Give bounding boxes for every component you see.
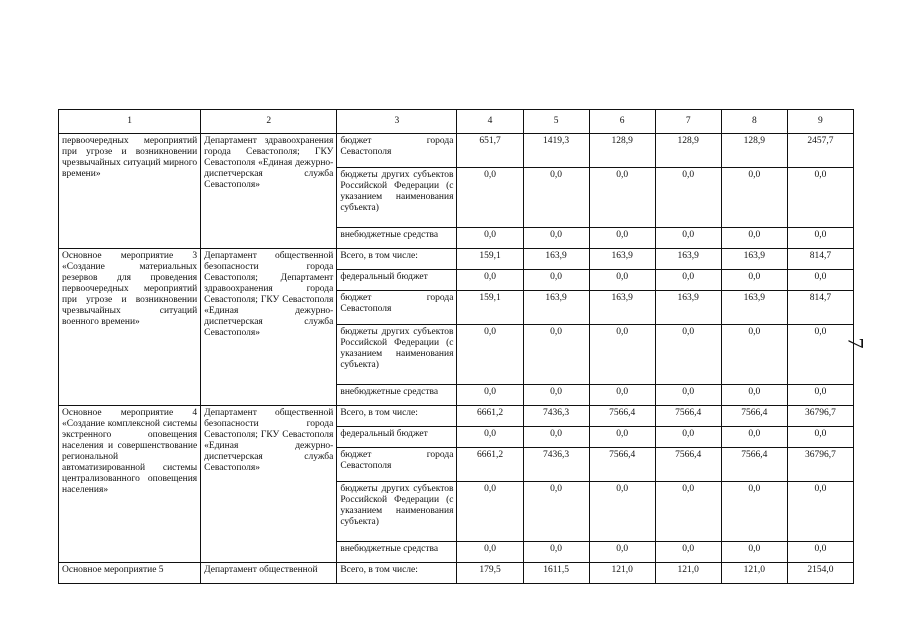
funding-source-cell: Всего, в том числе: xyxy=(337,406,457,427)
event-cell: Основное мероприятие 4 «Создание комплексной системы экстренного оповещения населения и совершенствование региональной автоматизированной системы централизованного оповещения населения» xyxy=(59,406,201,563)
value-cell: 0,0 xyxy=(457,168,523,228)
value-cell: 0,0 xyxy=(457,427,523,448)
value-cell: 0,0 xyxy=(721,542,787,563)
value-cell: 179,5 xyxy=(457,563,523,584)
event-cell: первоочередных мероприятий при угрозе и возникновении чрезвычайных ситуаций мирного времени» xyxy=(59,134,201,249)
header-cell: 6 xyxy=(589,110,655,134)
value-cell: 36796,7 xyxy=(787,448,853,482)
funding-source-cell: федеральный бюджет xyxy=(337,270,457,291)
value-cell: 1419,3 xyxy=(523,134,589,168)
value-cell: 0,0 xyxy=(589,168,655,228)
value-cell: 0,0 xyxy=(589,228,655,249)
value-cell: 0,0 xyxy=(457,385,523,406)
header-row xyxy=(59,110,854,134)
table-body xyxy=(59,134,854,584)
value-cell: 7436,3 xyxy=(523,448,589,482)
event-cell: Основное мероприятие 5 xyxy=(59,563,201,584)
value-cell: 163,9 xyxy=(589,249,655,270)
header-cell: 7 xyxy=(655,110,721,134)
value-cell: 0,0 xyxy=(787,228,853,249)
value-cell: 0,0 xyxy=(655,542,721,563)
value-cell: 163,9 xyxy=(721,249,787,270)
value-cell: 128,9 xyxy=(589,134,655,168)
value-cell: 7566,4 xyxy=(589,406,655,427)
value-cell: 7436,3 xyxy=(523,406,589,427)
value-cell: 159,1 xyxy=(457,249,523,270)
header-cell: 3 xyxy=(337,110,457,134)
value-cell: 121,0 xyxy=(721,563,787,584)
value-cell: 0,0 xyxy=(721,270,787,291)
value-cell: 0,0 xyxy=(589,325,655,385)
funding-source-cell: бюджеты других субъектов Российской Федерации (с указанием наименования субъекта) xyxy=(337,482,457,542)
value-cell: 0,0 xyxy=(523,427,589,448)
funding-source-cell: бюджеты других субъектов Российской Федерации (с указанием наименования субъекта) xyxy=(337,325,457,385)
value-cell: 7566,4 xyxy=(721,448,787,482)
value-cell: 814,7 xyxy=(787,291,853,325)
value-cell: 121,0 xyxy=(589,563,655,584)
value-cell: 0,0 xyxy=(589,270,655,291)
header-cell: 9 xyxy=(787,110,853,134)
page-number: 7 xyxy=(843,337,869,349)
funding-source-cell: бюджет города Севастополя xyxy=(337,134,457,168)
value-cell: 0,0 xyxy=(655,427,721,448)
value-cell: 0,0 xyxy=(787,542,853,563)
value-cell: 0,0 xyxy=(457,482,523,542)
value-cell: 0,0 xyxy=(787,325,853,385)
value-cell: 163,9 xyxy=(721,291,787,325)
funding-source-cell: внебюджетные средства xyxy=(337,228,457,249)
value-cell: 163,9 xyxy=(589,291,655,325)
value-cell: 0,0 xyxy=(721,228,787,249)
value-cell: 7566,4 xyxy=(589,448,655,482)
executor-cell: Департамент общественной xyxy=(201,563,337,584)
value-cell: 0,0 xyxy=(523,228,589,249)
value-cell: 0,0 xyxy=(721,168,787,228)
value-cell: 0,0 xyxy=(721,325,787,385)
executor-cell: Департамент общественной безопасности города Севастополя; ГКУ Севастополя «Единая дежурно-диспетчерская служба Севастополя» xyxy=(201,406,337,563)
value-cell: 128,9 xyxy=(655,134,721,168)
executor-cell: Департамент здравоохранения города Севастополя; ГКУ Севастополя «Единая дежурно-диспетчерская служба Севастополя» xyxy=(201,134,337,249)
value-cell: 0,0 xyxy=(589,542,655,563)
value-cell: 163,9 xyxy=(655,291,721,325)
value-cell: 7566,4 xyxy=(721,406,787,427)
value-cell: 0,0 xyxy=(787,427,853,448)
funding-source-cell: бюджет города Севастополя xyxy=(337,448,457,482)
value-cell: 0,0 xyxy=(721,427,787,448)
value-cell: 0,0 xyxy=(457,228,523,249)
value-cell: 0,0 xyxy=(655,325,721,385)
value-cell: 0,0 xyxy=(457,542,523,563)
value-cell: 651,7 xyxy=(457,134,523,168)
value-cell: 0,0 xyxy=(787,270,853,291)
value-cell: 7566,4 xyxy=(655,406,721,427)
value-cell: 2457,7 xyxy=(787,134,853,168)
event-cell: Основное мероприятие 3 «Создание материальных резервов для проведения первоочередных мероприятий при угрозе и возникновении чрезвычайных ситуаций военного времени» xyxy=(59,249,201,406)
value-cell: 163,9 xyxy=(523,291,589,325)
value-cell: 1611,5 xyxy=(523,563,589,584)
value-cell: 0,0 xyxy=(523,168,589,228)
table-row xyxy=(59,134,854,168)
value-cell: 0,0 xyxy=(589,427,655,448)
value-cell: 0,0 xyxy=(589,385,655,406)
funding-source-cell: федеральный бюджет xyxy=(337,427,457,448)
table-row xyxy=(59,406,854,427)
header-cell: 1 xyxy=(59,110,201,134)
value-cell: 0,0 xyxy=(787,168,853,228)
value-cell: 0,0 xyxy=(655,482,721,542)
header-cell: 2 xyxy=(201,110,337,134)
value-cell: 0,0 xyxy=(721,385,787,406)
budget-table xyxy=(58,109,854,584)
header-cell: 5 xyxy=(523,110,589,134)
header-cell: 8 xyxy=(721,110,787,134)
value-cell: 0,0 xyxy=(655,228,721,249)
value-cell: 36796,7 xyxy=(787,406,853,427)
value-cell: 2154,0 xyxy=(787,563,853,584)
value-cell: 0,0 xyxy=(589,482,655,542)
funding-source-cell: внебюджетные средства xyxy=(337,542,457,563)
value-cell: 0,0 xyxy=(523,325,589,385)
value-cell: 7566,4 xyxy=(655,448,721,482)
funding-source-cell: бюджеты других субъектов Российской Федерации (с указанием наименования субъекта) xyxy=(337,168,457,228)
funding-source-cell: Всего, в том числе: xyxy=(337,563,457,584)
funding-source-cell: бюджет города Севастополя xyxy=(337,291,457,325)
header-cell: 4 xyxy=(457,110,523,134)
table-row xyxy=(59,249,854,270)
value-cell: 163,9 xyxy=(655,249,721,270)
value-cell: 6661,2 xyxy=(457,448,523,482)
value-cell: 163,9 xyxy=(523,249,589,270)
executor-cell: Департамент общественной безопасности города Севастополя; Департамент здравоохранения города Севастополя; ГКУ Севастополя «Единая дежурно-диспетчерская служба Севастополя» xyxy=(201,249,337,406)
value-cell: 0,0 xyxy=(523,270,589,291)
value-cell: 0,0 xyxy=(787,385,853,406)
value-cell: 0,0 xyxy=(721,482,787,542)
value-cell: 0,0 xyxy=(523,482,589,542)
value-cell: 0,0 xyxy=(523,385,589,406)
value-cell: 0,0 xyxy=(787,482,853,542)
value-cell: 0,0 xyxy=(523,542,589,563)
value-cell: 0,0 xyxy=(655,385,721,406)
value-cell: 6661,2 xyxy=(457,406,523,427)
table-row xyxy=(59,563,854,584)
value-cell: 0,0 xyxy=(655,270,721,291)
value-cell: 0,0 xyxy=(457,270,523,291)
funding-source-cell: Всего, в том числе: xyxy=(337,249,457,270)
value-cell: 814,7 xyxy=(787,249,853,270)
value-cell: 0,0 xyxy=(457,325,523,385)
funding-source-cell: внебюджетные средства xyxy=(337,385,457,406)
value-cell: 121,0 xyxy=(655,563,721,584)
value-cell: 159,1 xyxy=(457,291,523,325)
value-cell: 128,9 xyxy=(721,134,787,168)
value-cell: 0,0 xyxy=(655,168,721,228)
